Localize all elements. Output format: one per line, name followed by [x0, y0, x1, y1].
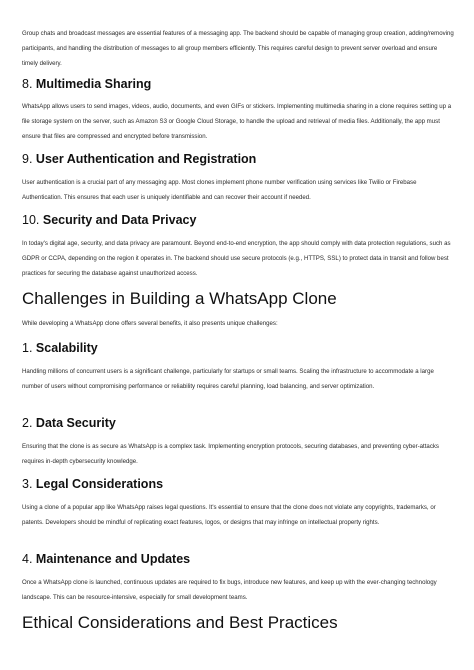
challenge-heading-maintenance: [22, 551, 454, 567]
section-title: User Authentication and Registration: [35, 152, 257, 166]
challenge-number: 4.: [22, 552, 33, 566]
challenge-number: 2.: [22, 416, 33, 430]
challenge-title: Legal Considerations: [35, 477, 164, 491]
section-body-multimedia-sharing: WhatsApp allows users to send images, videos, audio, documents, and even GIFs or stickers. Implementing multimedia sharing in a clone requires setting up a file storage system on the server, such as Amazon S3 or Google Cloud Storage, to handle the upload and retrieval of media files. Additionally, the app must ensure that files are compressed and encrypted before transmission.: [22, 103, 452, 140]
section-heading-user-authentication: [22, 151, 454, 167]
challenge-title: Maintenance and Updates: [35, 552, 191, 566]
challenge-body-legal: Using a clone of a popular app like WhatsApp raises legal questions. It's essential to ensure that the clone does not violate any copyrights, trademarks, or patents. Developers should be mindful of replicating exact features, logos, or designs that may infringe on intellectual property rights.: [22, 504, 436, 526]
section-number: 9.: [22, 152, 33, 166]
section-number: 10.: [22, 213, 40, 227]
section-heading-multimedia-sharing: [22, 76, 454, 92]
section-body-user-authentication: User authentication is a crucial part of any messaging app. Most clones implement phone number verification using services like Twilio or Firebase Authentication. This ensures that each user is uniquely identifiable and can recover their account if needed.: [22, 179, 417, 201]
challenge-heading-scalability: [22, 340, 454, 356]
challenges-intro: While developing a WhatsApp clone offers several benefits, it also presents unique challenges:: [22, 320, 278, 327]
section-body-security-privacy: In today's digital age, security, and data privacy are paramount. Beyond end-to-end encryption, the app should comply with data protection regulations, such as GDPR or CCPA, depending on the region it operates in. The backend should use secure protocols (e.g., HTTPS, SSL) to protect data in transit and follow best practices for securing the database against unauthorized access.: [22, 240, 451, 277]
challenges-heading: Challenges in Building a WhatsApp Clone: [22, 289, 337, 308]
section-title: Multimedia Sharing: [35, 77, 152, 91]
challenge-body-scalability: Handling millions of concurrent users is a significant challenge, particularly for startups or small teams. Scaling the infrastructure to accommodate a large number of users without compromising performance or reliability requires careful planning, load balancing, and server optimization.: [22, 368, 434, 390]
challenge-title: Data Security: [35, 416, 116, 430]
challenge-heading-data-security: [22, 415, 454, 431]
challenge-title: Scalability: [35, 341, 98, 355]
challenge-heading-legal: [22, 476, 454, 492]
section-number: 8.: [22, 77, 33, 91]
section-title: Security and Data Privacy: [42, 213, 197, 227]
ethical-heading: Ethical Considerations and Best Practices: [22, 613, 338, 632]
intro-paragraph: Group chats and broadcast messages are essential features of a messaging app. The backend should be capable of managing group creation, adding/removing participants, and handling the distribution of messages to all group members efficiently. This requires careful design to prevent server overload and ensure timely delivery.: [22, 30, 454, 67]
section-heading-security-privacy: [22, 212, 454, 228]
challenge-number: 3.: [22, 477, 33, 491]
challenge-body-maintenance: Once a WhatsApp clone is launched, continuous updates are required to fix bugs, introduce new features, and keep up with the ever-changing technology landscape. This can be resource-intensive, especially for small development teams.: [22, 579, 437, 601]
challenge-body-data-security: Ensuring that the clone is as secure as WhatsApp is a complex task. Implementing encryption protocols, securing databases, and preventing cyber-attacks requires in-depth cybersecurity knowledge.: [22, 443, 439, 465]
challenge-number: 1.: [22, 341, 33, 355]
